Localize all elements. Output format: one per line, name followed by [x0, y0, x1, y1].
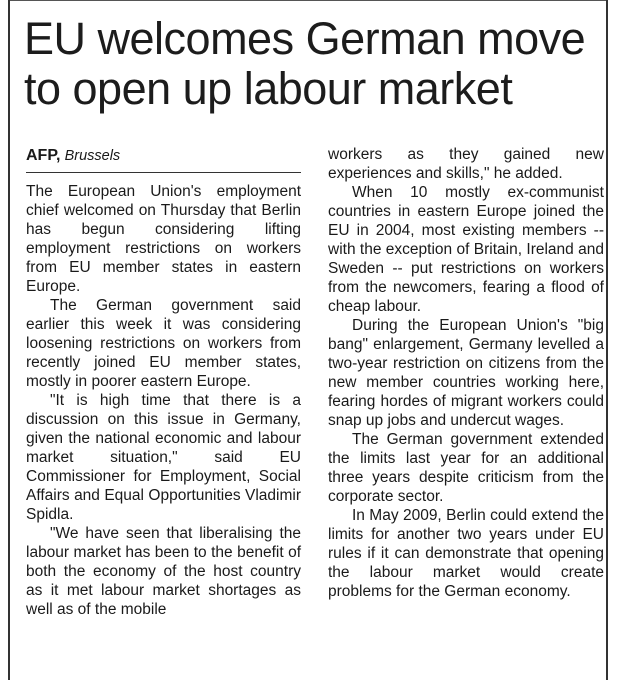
byline-agency: AFP,: [26, 147, 61, 164]
paragraph: workers as they gained new experiences and skills," he added.: [328, 146, 604, 182]
paragraph: "It is high time that there is a discussion on this issue in Germany, given the national economic and labour market situation," said EU Commissioner for Employment, Social Affairs and Equal Opportunities Vladimir Spidla.: [26, 392, 301, 523]
left-column: [26, 146, 301, 619]
paragraph: During the European Union's "big bang" enlargement, Germany levelled a two-year restriction on citizens from the new member countries working here, fearing hordes of migrant workers could snap up jobs and undercut wages.: [328, 317, 604, 429]
paragraph: The German government said earlier this week it was considering loosening restrictions on workers from recently joined EU member states, mostly in poorer eastern Europe.: [26, 297, 301, 390]
byline-place: Brussels: [64, 148, 121, 164]
right-border: [606, 0, 608, 680]
top-border: [8, 0, 608, 1]
paragraph: The German government extended the limits last year for an additional three years despite criticism from the corporate sector.: [328, 431, 604, 505]
paragraph: The European Union's employment chief welcomed on Thursday that Berlin has begun considering lifting employment restrictions on workers from EU member states in eastern Europe.: [26, 183, 301, 295]
headline: EU welcomes German move to open up labour market: [24, 13, 586, 114]
byline: [26, 146, 301, 172]
byline-divider: [26, 172, 301, 173]
left-border: [8, 0, 10, 680]
right-column: [328, 145, 604, 601]
paragraph: "We have seen that liberalising the labour market has been to the benefit of both the economy of the host country as it met labour market shortages as well as of the mobile: [26, 525, 301, 618]
paragraph: In May 2009, Berlin could extend the limits for another two years under EU rules if it can demonstrate that opening the labour market would create problems for the German economy.: [328, 507, 604, 600]
paragraph: When 10 mostly ex-communist countries in eastern Europe joined the EU in 2004, most existing members -- with the exception of Britain, Ireland and Sweden -- put restrictions on workers from the newcomers, fearing a flood of cheap labour.: [328, 184, 604, 315]
